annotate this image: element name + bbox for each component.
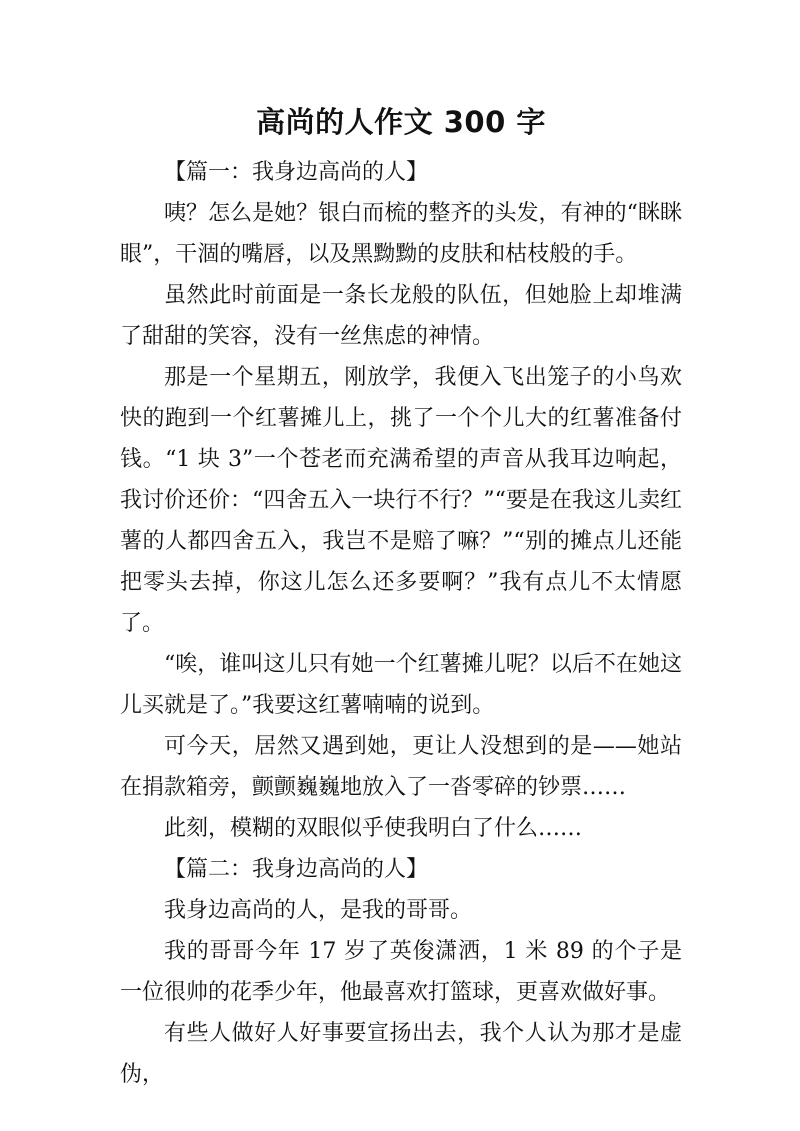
paragraph: 我的哥哥今年 17 岁了英俊潇洒，1 米 89 的个子是一位很帅的花季少年，他最喜欢打篮球，更喜欢做好事。 bbox=[120, 939, 682, 1005]
document-title: 高尚的人作文 300 字 bbox=[256, 105, 546, 139]
section-heading-1: 【篇一：我身边高尚的人】 bbox=[164, 160, 429, 185]
paragraph: 可今天，居然又遇到她，更让人没想到的是——她站在捐款箱旁，颤颤巍巍地放入了一沓零碎的钞票…… bbox=[120, 734, 682, 800]
document-body bbox=[120, 152, 682, 1095]
paragraph: 虽然此时前面是一条长龙般的队伍，但她脸上却堆满了甜甜的笑容，没有一丝焦虑的神情。 bbox=[120, 283, 682, 349]
paragraph: 那是一个星期五，刚放学，我便入飞出笼子的小鸟欢快的跑到一个红薯摊儿上，挑了一个个儿大的红薯准备付钱。“1 块 3”一个苍老而充满希望的声音从我耳边响起，我讨价还价：“四舍五入一块行不行？”“要是在我这儿卖红薯的人都四舍五入，我岂不是赔了嘛？”“别的摊点儿还能把零头去掉，你这儿怎么还多要啊？”我有点儿不太情愿了。 bbox=[120, 365, 682, 636]
paragraph: 此刻，模糊的双眼似乎使我明白了什么…… bbox=[164, 816, 583, 841]
paragraph: 咦？怎么是她？银白而梳的整齐的头发，有神的“眯眯眼”，干涸的嘴唇，以及黑黝黝的皮肤和枯枝般的手。 bbox=[120, 201, 682, 267]
paragraph: 有些人做好人好事要宣扬出去，我个人认为那才是虚伪， bbox=[120, 1021, 682, 1087]
paragraph: “唉，谁叫这儿只有她一个红薯摊儿呢？以后不在她这儿买就是了。”我要这红薯喃喃的说到。 bbox=[120, 652, 682, 718]
section-heading-2: 【篇二：我身边高尚的人】 bbox=[164, 857, 429, 882]
paragraph: 我身边高尚的人，是我的哥哥。 bbox=[164, 898, 473, 923]
